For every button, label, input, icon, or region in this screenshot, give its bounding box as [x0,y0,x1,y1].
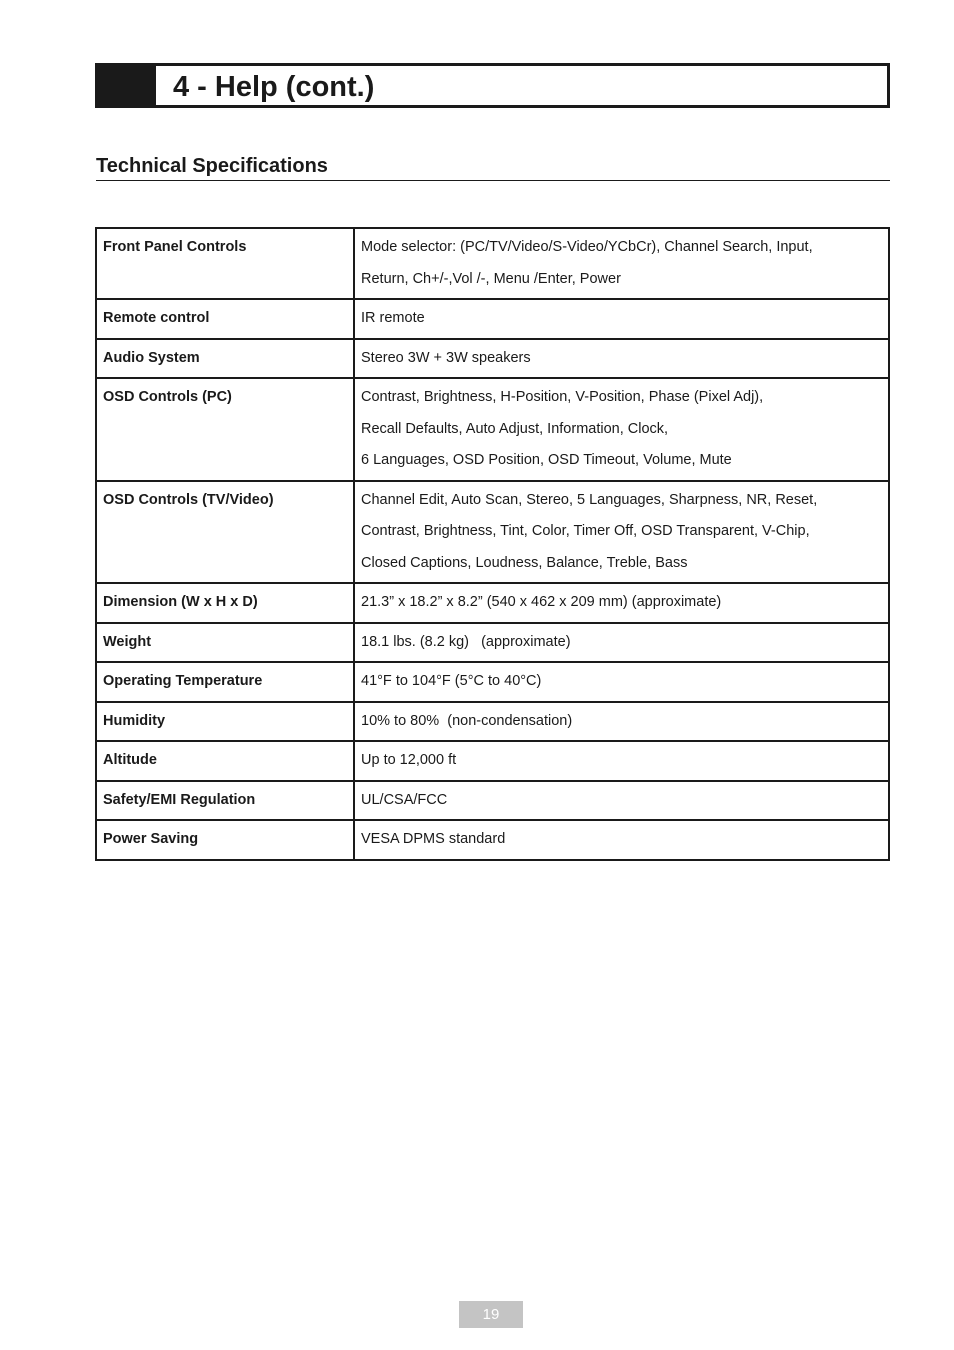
table-row [96,339,889,379]
table-row [96,228,889,299]
spec-value-line: 6 Languages, OSD Position, OSD Timeout, Volume, Mute [361,452,732,468]
chapter-header-block [98,66,156,105]
table-row [96,583,889,623]
spec-value [354,820,889,860]
spec-label: OSD Controls (TV/Video) [96,481,354,584]
spec-value-line: IR remote [361,310,425,326]
spec-value-line: Return, Ch+/-,Vol /-, Menu /Enter, Power [361,270,621,287]
page-number: 19 [459,1301,523,1328]
spec-label: Dimension (W x H x D) [96,583,354,623]
spec-label: Altitude [96,741,354,781]
table-row [96,741,889,781]
spec-value [354,662,889,702]
section-title: Technical Specifications [96,155,328,177]
table-row [96,299,889,339]
spec-value-line: Channel Edit, Auto Scan, Stereo, 5 Languages, Sharpness, NR, Reset, [361,491,818,508]
spec-label: OSD Controls (PC) [96,378,354,481]
spec-value-line: Recall Defaults, Auto Adjust, Information, Clock, [361,420,669,437]
chapter-title: 4 - Help (cont.) [173,71,375,103]
spec-value-line: Contrast, Brightness, Tint, Color, Timer Off, OSD Transparent, V-Chip, [361,523,810,539]
table-row [96,378,889,481]
spec-value-line: 10% to 80% (non-condensation) [361,712,573,729]
spec-value-line: Mode selector: (PC/TV/Video/S-Video/YCbCr), Channel Search, Input, [361,239,813,255]
spec-label: Safety/EMI Regulation [96,781,354,821]
table-row [96,623,889,663]
spec-value-line: 41°F to 104°F (5°C to 40°C) [361,673,542,689]
table-row [96,781,889,821]
spec-value-line: VESA DPMS standard [361,831,506,847]
spec-table [95,227,890,861]
spec-value [354,378,889,481]
table-row [96,702,889,742]
spec-value [354,339,889,379]
spec-value-line: Up to 12,000 ft [361,752,457,768]
spec-label: Remote control [96,299,354,339]
spec-value [354,623,889,663]
table-row [96,662,889,702]
table-row [96,820,889,860]
spec-label: Humidity [96,702,354,742]
spec-value-line: Closed Captions, Loudness, Balance, Treble, Bass [361,554,688,571]
spec-label: Operating Temperature [96,662,354,702]
spec-value [354,741,889,781]
spec-value [354,781,889,821]
spec-label: Front Panel Controls [96,228,354,299]
spec-value-line: 18.1 lbs. (8.2 kg) (approximate) [361,633,571,650]
spec-value-line: Stereo 3W + 3W speakers [361,349,531,366]
spec-value [354,481,889,584]
spec-label: Audio System [96,339,354,379]
spec-value-line: 21.3” x 18.2” x 8.2” (540 x 462 x 209 mm) (approximate) [361,594,722,610]
spec-label: Power Saving [96,820,354,860]
spec-value [354,583,889,623]
table-row [96,481,889,584]
spec-value [354,228,889,299]
chapter-header [95,63,890,108]
section-divider [96,180,890,181]
spec-value [354,702,889,742]
spec-value [354,299,889,339]
spec-value-line: Contrast, Brightness, H-Position, V-Position, Phase (Pixel Adj), [361,389,764,405]
spec-label: Weight [96,623,354,663]
spec-value-line: UL/CSA/FCC [361,791,448,808]
